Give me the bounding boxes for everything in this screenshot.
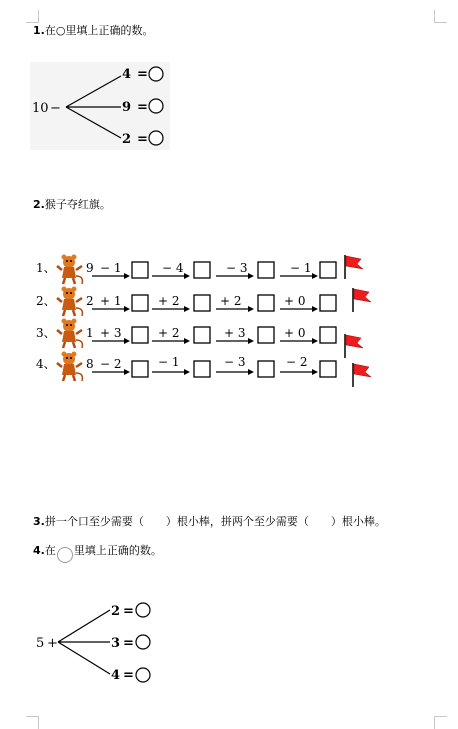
branch-number-3: 2 bbox=[122, 132, 132, 147]
equals-sign-2: = bbox=[137, 100, 148, 115]
question-1-number: 1. bbox=[33, 24, 45, 37]
start-number: 10 bbox=[32, 101, 49, 116]
answer-box-2[interactable] bbox=[194, 262, 210, 278]
monkey-icon bbox=[57, 352, 82, 382]
start-number: 5 bbox=[36, 636, 45, 651]
answer-box-2[interactable] bbox=[194, 327, 210, 343]
answer-box-1[interactable] bbox=[132, 295, 148, 311]
equals-sign-2: = bbox=[123, 636, 134, 651]
question-4-text-after: 里填上正确的数。 bbox=[73, 544, 162, 557]
red-flag-icon bbox=[345, 334, 363, 358]
arrow-icon bbox=[216, 369, 254, 375]
equals-sign-3: = bbox=[137, 132, 148, 147]
step-label-3: + 3 bbox=[224, 326, 246, 340]
step-label-3: − 3 bbox=[224, 355, 246, 369]
red-flag-icon bbox=[345, 255, 363, 279]
operator: + bbox=[47, 636, 58, 651]
answer-box-3[interactable] bbox=[258, 361, 274, 377]
answer-box-3[interactable] bbox=[258, 295, 274, 311]
answer-box-4[interactable] bbox=[320, 327, 336, 343]
answer-box-4[interactable] bbox=[320, 262, 336, 278]
monkey-icon bbox=[57, 319, 82, 349]
question-3-number: 3. bbox=[33, 515, 45, 528]
answer-circle-2[interactable] bbox=[136, 635, 150, 649]
step-label-4: − 1 bbox=[290, 261, 312, 275]
arrow-icon bbox=[280, 369, 318, 375]
branch-number-2: 9 bbox=[122, 100, 132, 115]
arrow-icon bbox=[152, 369, 190, 375]
answer-circle-1[interactable] bbox=[149, 67, 163, 81]
answer-box-1[interactable] bbox=[132, 262, 148, 278]
start-number: 1 bbox=[86, 326, 94, 340]
start-number: 9 bbox=[86, 261, 94, 275]
corner-mark-top-right bbox=[434, 10, 447, 23]
start-number: 2 bbox=[86, 294, 94, 308]
question-4 bbox=[33, 542, 162, 563]
question-1-figure bbox=[30, 62, 180, 150]
question-3 bbox=[33, 513, 386, 529]
red-flag-icon bbox=[353, 363, 371, 387]
step-label-2: + 2 bbox=[158, 326, 180, 340]
answer-circle-2[interactable] bbox=[149, 99, 163, 113]
question-2-text: 猴子夺红旗。 bbox=[44, 198, 111, 211]
red-flag-icon bbox=[353, 288, 371, 312]
answer-circle-1[interactable] bbox=[136, 603, 150, 617]
question-4-text-before: 在 bbox=[44, 544, 56, 557]
answer-box-1[interactable] bbox=[132, 327, 148, 343]
branch-number-3: 4 bbox=[111, 668, 121, 683]
step-label-1: − 1 bbox=[100, 261, 122, 275]
equals-sign-1: = bbox=[137, 67, 148, 82]
question-4-number: 4. bbox=[33, 544, 45, 557]
circle-icon bbox=[57, 547, 73, 563]
step-label-1: + 1 bbox=[100, 294, 122, 308]
answer-box-2[interactable] bbox=[194, 295, 210, 311]
row-2 bbox=[36, 287, 371, 317]
answer-circle-3[interactable] bbox=[149, 131, 163, 145]
question-2-figure bbox=[30, 248, 380, 388]
question-1-text: 在○里填上正确的数。 bbox=[44, 24, 154, 37]
step-label-4: + 0 bbox=[284, 294, 306, 308]
step-label-2: − 4 bbox=[162, 261, 184, 275]
step-label-4: − 2 bbox=[286, 355, 308, 369]
corner-mark-bottom-right bbox=[434, 716, 447, 729]
row-4 bbox=[36, 352, 371, 388]
start-number: 8 bbox=[86, 357, 94, 371]
answer-box-2[interactable] bbox=[194, 361, 210, 377]
operator: − bbox=[50, 101, 61, 116]
step-label-1: + 3 bbox=[100, 326, 122, 340]
question-1 bbox=[33, 22, 153, 38]
row-3 bbox=[36, 319, 363, 359]
step-label-3: + 2 bbox=[220, 294, 242, 308]
branch-number-2: 3 bbox=[111, 636, 121, 651]
step-label-2: + 2 bbox=[158, 294, 180, 308]
step-label-1: − 2 bbox=[100, 357, 122, 371]
row-label: 3、 bbox=[36, 326, 56, 340]
equals-sign-3: = bbox=[123, 668, 134, 683]
answer-box-4[interactable] bbox=[320, 361, 336, 377]
branch-number-1: 4 bbox=[122, 67, 132, 82]
row-1 bbox=[36, 255, 363, 285]
monkey-icon bbox=[57, 255, 82, 285]
question-3-text: 拼一个口至少需要（ ）根小棒，拼两个至少需要（ ）根小棒。 bbox=[44, 515, 386, 528]
step-label-3: − 3 bbox=[226, 261, 248, 275]
answer-box-3[interactable] bbox=[258, 327, 274, 343]
answer-circle-3[interactable] bbox=[136, 668, 150, 682]
row-label: 4、 bbox=[36, 357, 56, 371]
answer-box-1[interactable] bbox=[132, 361, 148, 377]
monkey-icon bbox=[57, 287, 82, 317]
answer-box-3[interactable] bbox=[258, 262, 274, 278]
answer-box-4[interactable] bbox=[320, 295, 336, 311]
question-2 bbox=[33, 196, 111, 212]
branch-number-1: 2 bbox=[111, 604, 121, 619]
row-label: 1、 bbox=[36, 261, 56, 275]
row-label: 2、 bbox=[36, 294, 56, 308]
equals-sign-1: = bbox=[123, 604, 134, 619]
question-2-number: 2. bbox=[33, 198, 45, 211]
step-label-2: − 1 bbox=[158, 355, 180, 369]
question-4-figure bbox=[34, 600, 164, 690]
branch-lines bbox=[58, 610, 110, 674]
corner-mark-bottom-left bbox=[26, 716, 39, 729]
step-label-4: + 0 bbox=[284, 326, 306, 340]
